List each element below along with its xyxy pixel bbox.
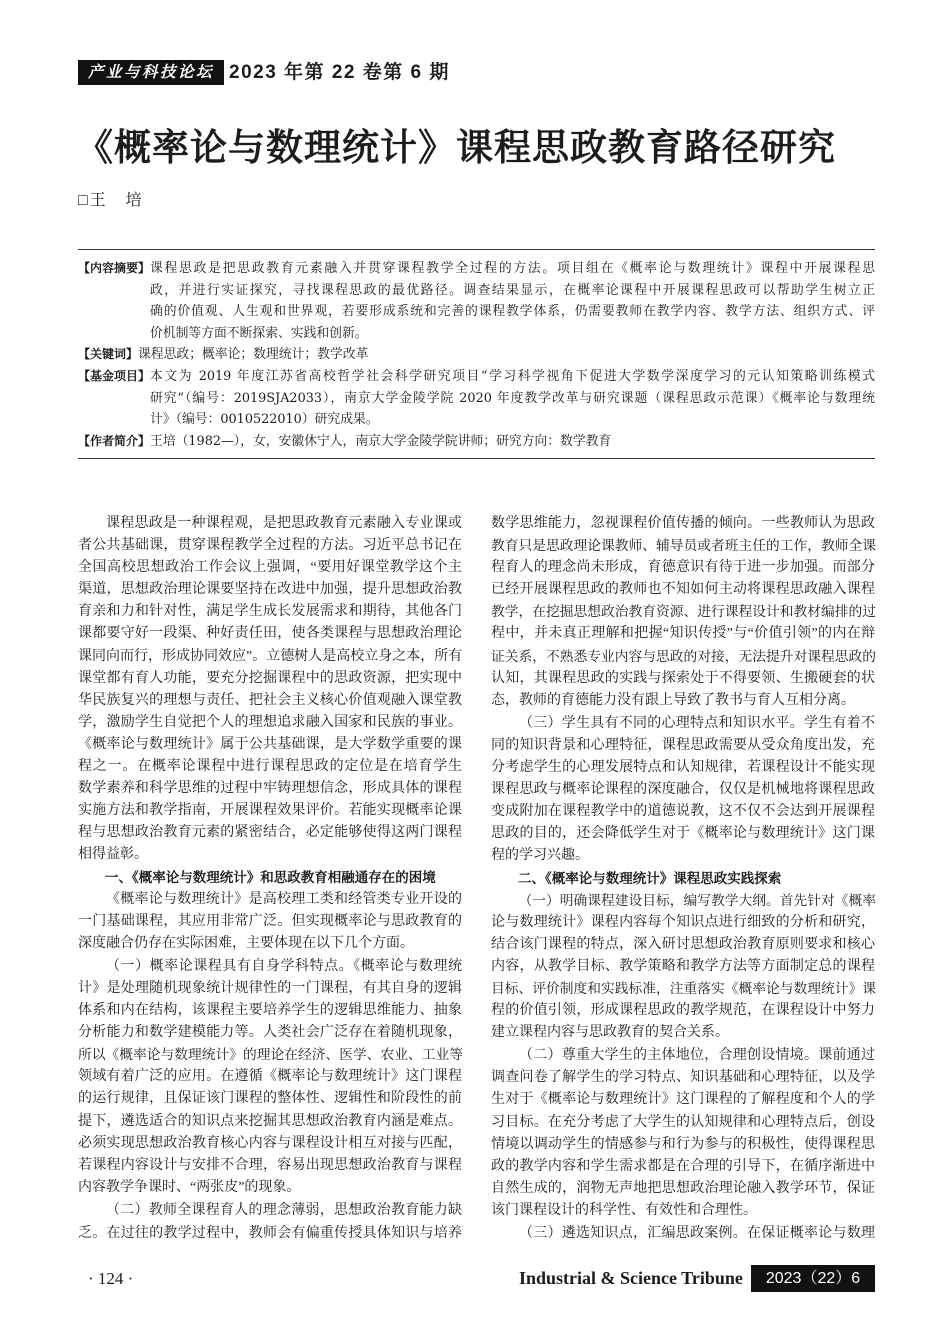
line-text: 首先针对《概率 [779,892,877,908]
issue-line: 2023 年第 22 卷第 6 期 [229,62,450,83]
line-text: 在过往的教学过程中，教师会有偏重传授具体知识与培养 [106,1226,463,1241]
abstract-line: 课程思政是把思政教育元素融入并贯穿课程教学全过程的方法。项目组在《概率论与数理统计》课程中开展课程思 [150,261,875,276]
text-line [78,1222,462,1245]
text-line: 所以《概率论与数理统计》的理论在经济、医学、农业、工业等 [78,1047,464,1063]
text-line: 者公共基础课，贯穿课程教学全过程的方法。习近平总书记在 [78,538,462,554]
text-line: 深度融合仍存在实际困难，主要体现在以下几个方面。 [78,935,414,951]
text-line: 习目标。在充分考虑了大学生的认知规律和心理特点后，创设 [491,1114,875,1130]
text-line: 情境以调动学生的情感参与和行为参与的积极性，使得课程思 [491,1136,875,1152]
text-line: 教学，在挖掘思想政治教育资源、进行课程设计和教材编排的过 [491,604,877,620]
abstract-item [78,344,875,366]
text-line [78,955,462,978]
abstract-text [150,366,875,431]
run-in-heading: （二）尊重大学生的主体地位，合理创设情境。 [519,1047,819,1064]
abstract-top-rule [78,249,875,250]
text-line: 《概率论与数理统计》是高校理工类和经管类专业开设的 [106,891,462,907]
body-paragraph [78,513,462,867]
body-paragraph [78,889,462,955]
text-line: 教育只是思政理论课教师、辅导员或者班主任的工作，教师全课 [491,538,877,554]
text-line: 论与数理统计》课程内容每个知识点进行细致的分析和研究， [491,914,875,930]
text-line: 证关系，不熟悉专业内容与思政的对接，无法提升对课程思政的 [491,648,877,664]
abstract-line: 计》（编号：0010522010）研究成果。 [150,412,379,428]
text-line: 相得益彰。 [78,847,148,863]
text-line: 数学思维能力，忽视课程价值传播的倾向。一些教师认为思政 [491,516,875,531]
left-column [78,513,462,1245]
text-line: 分析能力和数学建模能力等。人类社会广泛存在着随机现象， [78,1025,462,1041]
abstract-line: 研究”（编号：2019SJA2033），南京大学金陵学院 2020 年度教学改革与研究课题（课程思政示范课）《概率论与数理统 [150,390,875,406]
journal-name: Industrial & Science Tribune [519,1268,743,1288]
text-line: 程之一。在概率论课程中进行课程思政的定位是在培育学生 [78,759,462,775]
abstract-block [78,258,875,452]
line-text: 学生有着不 [804,715,875,731]
text-line: 育亲和力和针对性，满足学生成长发展需求和期待，其他各门 [78,604,462,620]
text-line: 领域有着广泛的应用。在遵循《概率论与数理统计》这门课程 [78,1069,462,1085]
text-line: 全国高校思想政治工作会议上强调，“要用好课堂教学这个主 [78,560,462,576]
abstract-text [138,344,875,366]
abstract-text [150,431,875,453]
body-paragraph [491,513,875,712]
abstract-line: 课程思政；概率论；数理统计；教学改革 [138,347,369,363]
text-line: 实施方法和教学指南，开展课程效果评价。若能实现概率论课 [78,803,462,819]
section-heading: 二、《概率论与数理统计》课程思政实践探索 [518,870,782,886]
text-line: 课同向而行，形成协同效应”。立德树人是高校立身之本，所有 [78,648,463,664]
text-line: 分考虑学生的心理发展特点和认知规律，若课程设计不能实现 [491,760,875,776]
abstract-line: 价机制等方面不断探索、实践和创新。 [150,325,368,341]
text-line [491,1044,875,1067]
right-column [491,513,875,1245]
abstract-bottom-rule [78,458,875,459]
text-line: 认知，其课程思政的实践与探索处于不得要领、生搬硬套的状 [491,670,875,686]
text-line [491,712,875,735]
text-line: 结合该门课程的特点，深入研讨思想政治教育原则要求和核心 [491,936,875,952]
text-line: 渠道，思想政治理论课要坚持在改进中加强，提升思想政治教 [78,582,462,598]
text-line: 华民族复兴的理想与责任、把社会主义核心价值观融入课堂教 [78,692,462,708]
text-line: 提下，遴选适合的知识点来挖掘其思想政治教育内涵是难点。 [78,1113,462,1129]
text-line: 程的学习兴趣。 [491,848,589,864]
abstract-line: 政，并进行实证探究，寻找课程思政的最优路径。调查结果显示，在概率论课程中开展课程思政可以帮助学生树立正 [150,282,875,298]
run-in-heading: （二）教师全课程育人的理念薄弱，思想政治教育能力缺 [106,1201,462,1218]
run-in-heading: （一）明确课程建设目标，编写教学大纲。 [518,892,780,909]
text-line: 变成附加在课程教学中的道德说教，这不仅不会达到开展课程 [491,804,875,820]
journal-badge: 产业与科技论坛 [78,60,224,85]
text-line: 思政的目的，还会降低学生对于《概率论与数理统计》这门课 [491,826,875,842]
text-line: 同的知识背景和心理特征，课程思政需要从受众角度出发，充 [491,737,875,753]
issue-badge: 2023（22）6 [751,1265,875,1292]
text-line: 已经开展课程思政的教师也不知如何主动将课程思政融入课程 [491,582,875,598]
abstract-item [78,258,875,344]
abstract-item [78,366,875,431]
text-line: 政的教学内容和学生需求都是在合理的引导下，在循序渐进中 [491,1158,875,1174]
abstract-line: 确的价值观、人生观和世界观，若要形成系统和完善的课程教学体系，仍需要教师在教学内容、教学方法、组织方式、评 [150,304,875,320]
run-in-heading: （三）学生具有不同的心理特点和知识水平。 [519,714,804,731]
abstract-item [78,431,875,453]
text-line: 学，激励学生自觉把个人的理想追求融入国家和民族的事业。 [78,714,462,730]
body-paragraph [491,1222,875,1245]
line-text: 课前通过 [818,1048,875,1064]
body-paragraph [78,955,462,1199]
abstract-label: 【内容摘要】 [78,261,151,275]
text-line: 该门课程设计的科学性、有效性和合理性。 [491,1202,757,1218]
text-line: 自然生成的，润物无声地把思想政治理论融入教学环节，保证 [491,1180,875,1196]
body-paragraph [491,890,875,1045]
section-heading: 一、《概率论与数理统计》和思政教育相融通存在的困境 [105,869,436,885]
text-line: 一门基础课程，其应用非常广泛。但实现概率论与思政教育的 [78,913,462,929]
text-line: 内容，从教学目标、教学策略和教学方法等方面制定总的课程 [491,958,875,974]
line-text: 在保证概率论与数理 [747,1226,875,1241]
text-line: 程育人的理念尚未形成，育德意识有待于进一步加强。而部分 [491,560,875,576]
text-line [78,1199,462,1222]
body-paragraph [491,1044,875,1222]
text-line: 数学素养和科学思维的过程中牢铸理想信念，形成具体的课程 [78,781,462,797]
line-text: 《概率论与数理统 [353,958,463,974]
page-number: · 124 · [88,1269,134,1288]
text-line: 若课程内容设计与安排不合理，容易出现思想政治教育与课程 [78,1157,462,1173]
text-line: 课程思政与概率论课程的深度融合，仅仅是机械地将课程思政 [491,782,875,798]
text-line: 必须实现思想政治教育核心内容与课程设计相互对接与匹配， [78,1135,462,1151]
text-line: 程的价值引领，形成课程思政的教学规范，在课程设计中努力 [491,1003,875,1019]
text-line: 《概率论与数理统计》属于公共基础课，是大学数学重要的课 [78,736,462,752]
body-paragraph [491,712,875,868]
text-line: 生对于《概率论与数理统计》这门课程的了解程度和个人的学 [491,1092,875,1108]
text-line [491,890,875,912]
run-in-heading: （三）遴选知识点，汇编思政案例。 [519,1225,747,1241]
text-line: 课堂都有育人功能，要充分挖掘课程中的思政资源，把实现中 [78,670,462,686]
text-line: 目标、评价制度和实践标准，注重落实《概率论与数理统计》课 [491,980,877,996]
text-line: 程与思想政治教育元素的紧密结合，必定能够使得这两门课程 [78,825,462,841]
text-line: 计》是处理随机现象统计规律性的一门课程，有其自身的逻辑 [78,980,462,996]
text-line: 内容教学争课时、“两张皮”的现象。 [78,1179,301,1195]
text-line: 建立课程内容与思政教育的契合关系。 [491,1025,729,1041]
abstract-label: 【作者简介】 [78,433,151,448]
text-line [491,1222,875,1245]
article-author: □王 培 [78,192,144,209]
text-line: 程中，并未真正理解和把握“知识传授”与“价值引领”的内在辩 [491,626,875,642]
article-title: 《概率论与数理统计》课程思政教育路径研究 [76,128,836,169]
text-line: 调查问卷了解学生的学习特点、知识基础和心理特征，以及学 [491,1070,875,1086]
run-in-heading: （一）概率论课程具有自身学科特点。 [106,957,354,974]
abstract-label: 【关键词】 [78,347,139,362]
abstract-text [150,258,875,344]
body-paragraph [78,1199,462,1245]
abstract-line: 王培（1982—），女，安徽休宁人，南京大学金陵学院讲师；研究方向：数学教育 [150,433,612,449]
abstract-label: 【基金项目】 [78,368,151,383]
run-in-heading: 乏。 [78,1225,107,1241]
text-line: 体系和内在结构，该课程主要培养学生的逻辑思维能力、抽象 [78,1003,462,1019]
abstract-line: 本文为 2019 年度江苏省高校哲学社会科学研究项目“学习科学视角下促进大学数学深度学习的元认知策略训练模式 [150,368,875,384]
text-line: 课程思政是一种课程观，是把思政教育元素融入专业课或 [106,516,462,531]
text-line: 的运行规律，且保证该门课程的整体性、逻辑性和阶段性的前 [78,1091,462,1107]
text-line: 态，教师的育德能力没有跟上导致了教书与育人互相分离。 [491,692,855,708]
text-line: 课都要守好一段渠、种好责任田，使各类课程与思想政治理论 [78,626,462,642]
